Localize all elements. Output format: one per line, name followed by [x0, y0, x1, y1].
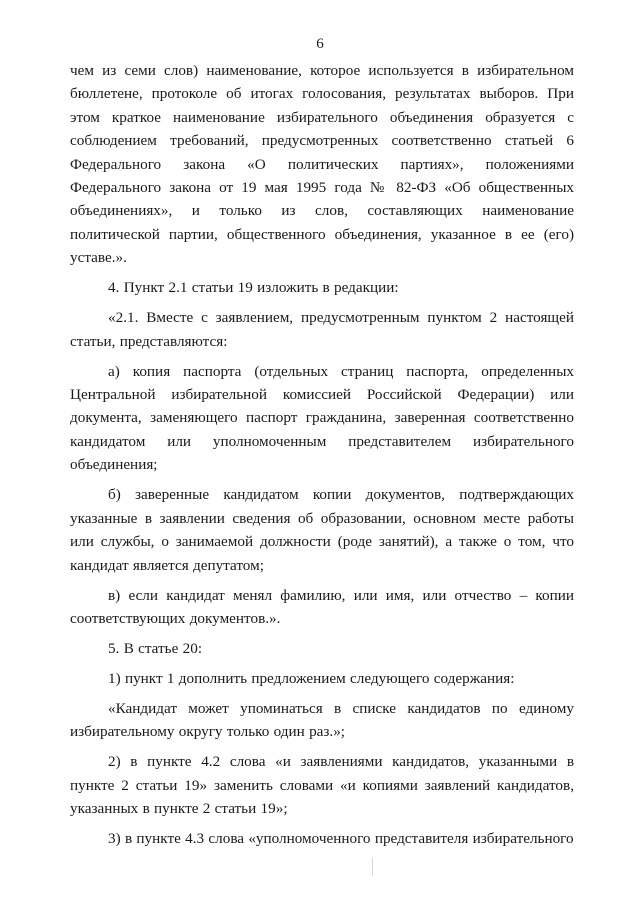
paragraph-clause-2-1: «2.1. Вместе с заявлением, предусмотренным пунктом 2 настоящей статьи, представляются:: [70, 309, 574, 350]
paragraph-item-5: 5. В статье 20:: [108, 639, 203, 657]
paragraph-subitem-b: б) заверенные кандидатом копии документов, подтверждающих указанные в заявлении сведения об образовании, основном месте работы или службы, о занимаемой должности (роде занятий), а также о том, что кандидат является депутатом;: [70, 486, 574, 574]
page-number: 6: [316, 36, 324, 52]
paragraph-subitem-2: 2) в пункте 4.2 слова «и заявлениями кандидатов, указанными в пункте 2 статьи 19» заменить словами «и копиями заявлений кандидатов, указанных в пункте 2 статьи 19»;: [70, 753, 574, 818]
paragraph-subitem-3: 3) в пункте 4.3 слова «уполномоченного представителя избирательного: [108, 830, 574, 848]
document-body: [70, 59, 574, 851]
paragraph-quote-candidate: «Кандидат может упоминаться в списке кандидатов по единому избирательному округу только один раз.»;: [70, 699, 574, 741]
paragraph-item-4: 4. Пункт 2.1 статьи 19 изложить в редакции:: [108, 279, 399, 297]
scan-artifact-line: [372, 858, 373, 876]
paragraph-subitem-1: 1) пункт 1 дополнить предложением следующего содержания:: [108, 669, 515, 687]
paragraph-subitem-v: в) если кандидат менял фамилию, или имя, или отчество – копии соответствующих документов.».: [70, 586, 574, 627]
paragraph-subitem-a: а) копия паспорта (отдельных страниц паспорта, определенных Центральной избирательной комиссией Российской Федерации) или документа, заменяющего паспорт гражданина, заверенная соответственно кандидатом или уполномоченным представителем избирательного объединения;: [70, 362, 574, 474]
paragraph-continuation: чем из семи слов) наименование, которое используется в избирательном бюллетене, протоколе об итогах голосования, результатах выборов. При этом краткое наименование избирательного объединения образуется с соблюдением требований, предусмотренных соответственно статьей 6 Федерального закона «О политических партиях», положениями Федерального закона от 19 мая 1995 года № 82-ФЗ «Об общественных объединениях», и только из слов, составляющих наименование политической партии, общественного объединения, указанное в ее (его) уставе.».: [70, 62, 574, 267]
